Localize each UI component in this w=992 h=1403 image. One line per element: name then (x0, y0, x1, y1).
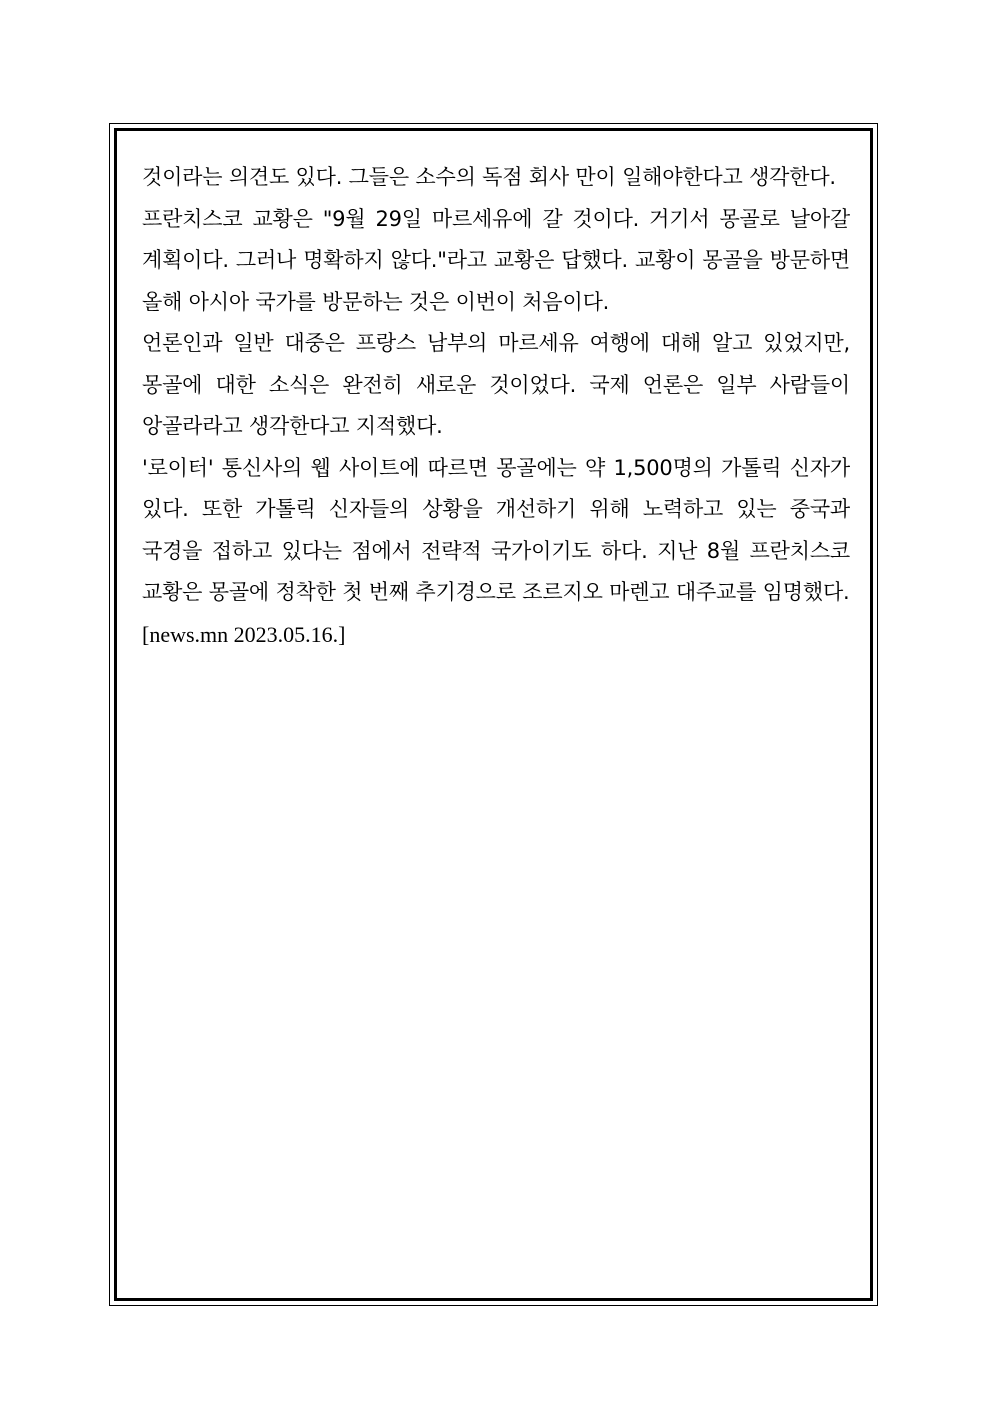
paragraph-3: 언론인과 일반 대중은 프랑스 남부의 마르세유 여행에 대해 알고 있었지만, 몽골에 대한 소식은 완전히 새로운 것이었다. 국제 언론은 일부 사람들이 앙골라라고 생각한다고 지적했다. (142, 331, 850, 438)
paragraph-2: 프란치스코 교황은 "9월 29일 마르세유에 갈 것이다. 거기서 몽골로 날아갈 계획이다. 그러나 명확하지 않다."라고 교황은 답했다. 교황이 몽골을 방문하면 올해 아시아 국가를 방문하는 것은 이번이 처음이다. (142, 206, 850, 314)
paragraph-1: 것이라는 의견도 있다. 그들은 소수의 독점 회사 만이 일해야한다고 생각한다. (142, 165, 836, 189)
paragraph-4: '로이터' 통신사의 웹 사이트에 따르면 몽골에는 약 1,500명의 가톨릭 신자가 있다. 또한 가톨릭 신자들의 상황을 개선하기 위해 노력하고 있는 중국과 국경을 접하고 있다는 점에서 전략적 국가이기도 하다. 지난 8월 프란치스코 교황은 몽골에 정착한 첫 번째 추기경으로 조르지오 마렌고 대주교를 임명했다. (142, 455, 850, 604)
article-body (142, 157, 850, 655)
source-citation: [news.mn 2023.05.16.] (142, 621, 346, 647)
